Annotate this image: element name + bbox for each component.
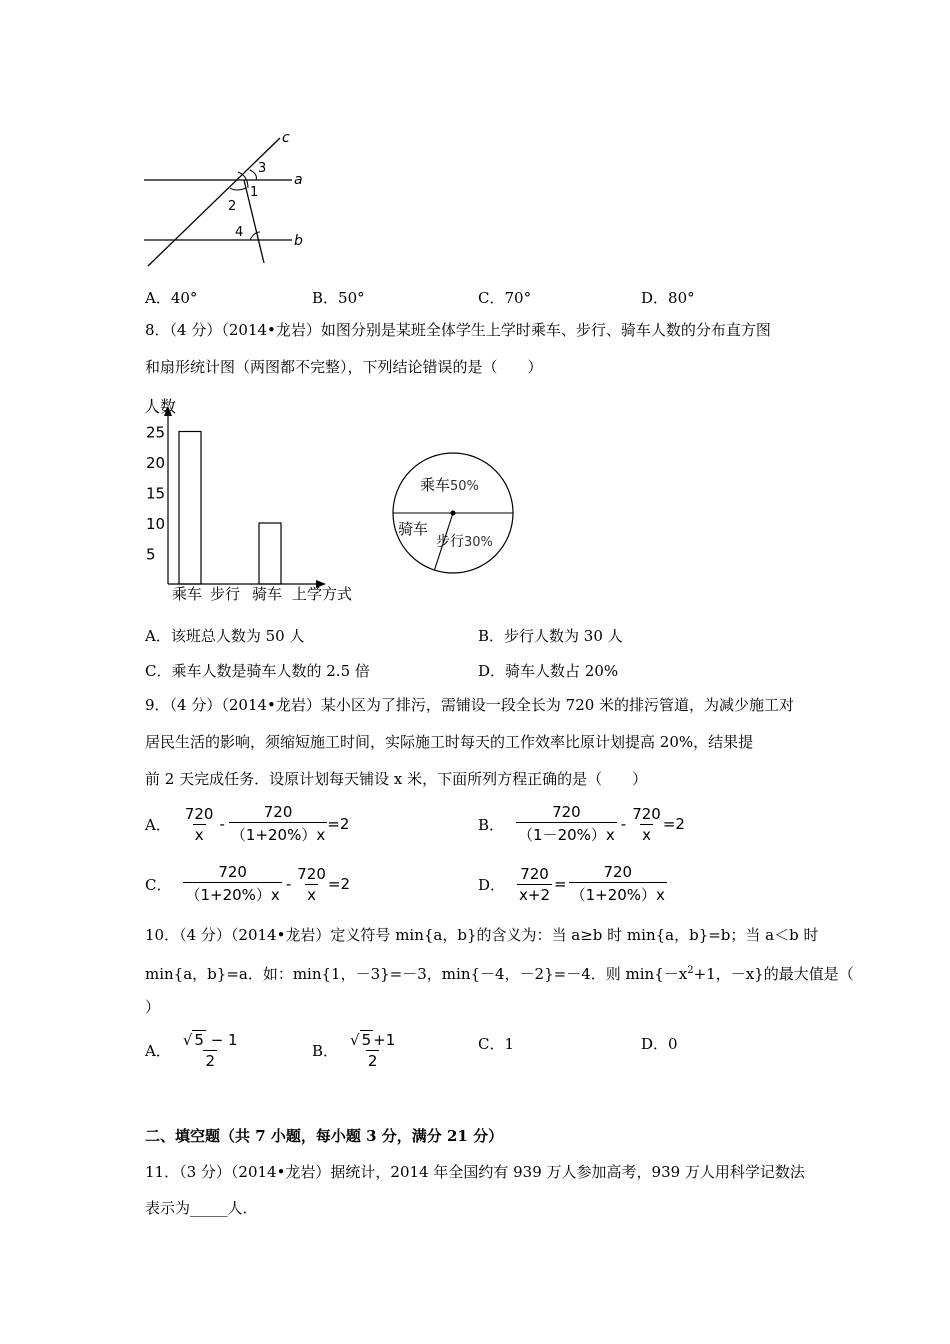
angle-arc-2	[230, 188, 246, 190]
q7-option-d[interactable]: D．80°	[641, 289, 695, 307]
label-c: c	[282, 130, 290, 146]
q10-stem-line2: min{a，b}=a．如：min{1，－3}=－3，min{－4，－2}=－4．则 $\min\{-x^2+1$，－x}的最大值是（	[145, 965, 854, 983]
q10-option-d[interactable]: D．0	[641, 1035, 678, 1053]
q8-option-c[interactable]: C．乘车人数是骑车人数的 2.5 倍	[145, 662, 370, 680]
angle-label-4: 4	[235, 225, 244, 240]
q9-option-b[interactable]: B． $\frac{720}{(1-20\%)x}$ - $\frac{720}{x}$ =2	[478, 803, 685, 844]
x-axis-label: 上学方式	[292, 585, 353, 603]
pie-label-walk: 步行30%	[436, 534, 493, 550]
q8-pie-chart	[390, 448, 520, 578]
q10-option-a[interactable]: A． $\frac{√ 5 - 1}{2}$	[145, 1031, 238, 1070]
section-heading: 二、填空题（共 7 小题，每小题 3 分，满分 21 分）	[145, 1127, 504, 1145]
q9-stem-line3: 前 2 天完成任务．设原计划每天铺设 x 米，下面所列方程正确的是（ ）	[145, 770, 648, 788]
y-tick-label: 5	[146, 545, 156, 564]
bar-0	[179, 432, 201, 585]
y-tick-label: 10	[146, 515, 166, 533]
label-a: a	[294, 172, 303, 188]
q11-stem-line1: 11．（3 分）（2014•龙岩）据统计，2014 年全国约有 939 万人参加高考，939 万人用科学记数法	[145, 1163, 805, 1181]
category-label: 乘车	[172, 585, 203, 603]
q7-option-a[interactable]: A．40°	[145, 289, 198, 307]
bar-2	[259, 523, 281, 584]
y-tick-label: 15	[146, 484, 166, 503]
y-tick-label: 20	[146, 454, 166, 472]
y-axis-label: 人数	[144, 397, 177, 416]
q8-option-d[interactable]: D．骑车人数占 20%	[478, 662, 619, 680]
q9-stem-line2: 居民生活的影响，须缩短施工时间，实际施工时每天的工作效率比原计划提高 20%，结果提	[145, 733, 754, 751]
angle-label-1: 1	[250, 185, 259, 200]
q9-option-d[interactable]: D． $\frac{720}{x+2}$ = $\frac{720}{(1+20\%)x}$	[478, 863, 665, 904]
q10-stem-line3: ）	[145, 998, 161, 1016]
q10-option-b[interactable]: B． $\frac{√ 5 +1}{2}$	[312, 1031, 396, 1070]
q8-option-a[interactable]: A．该班总人数为 50 人	[145, 627, 305, 645]
category-label: 骑车	[252, 585, 283, 603]
q10-option-c[interactable]: C．1	[478, 1035, 515, 1053]
q8-option-b[interactable]: B．步行人数为 30 人	[478, 627, 623, 645]
q7-option-b[interactable]: B．50°	[312, 289, 365, 307]
label-b: b	[294, 233, 303, 249]
angle-label-3: 3	[258, 161, 267, 176]
pie-center	[451, 511, 456, 516]
pie-label-bike: 骑车	[398, 520, 429, 538]
q9-stem-line1: 9．（4 分）（2014•龙岩）某小区为了排污，需铺设一段全长为 720 米的排污管道，为减少施工对	[145, 696, 795, 714]
angle-label-2: 2	[228, 199, 237, 214]
angle-arc-3	[250, 170, 256, 180]
q8-stem-line1: 8．（4 分）（2014•龙岩）如图分别是某班全体学生上学时乘车、步行、骑车人数的分布直方图	[145, 321, 771, 339]
q11-stem-line2: 表示为_____人．	[145, 1199, 258, 1217]
q7-figure	[140, 128, 320, 268]
pie-label-ride: 乘车50%	[420, 476, 479, 494]
q9-option-c[interactable]: C． $\frac{720}{(1+20\%)x}$ - $\frac{720}{x}$ =2	[145, 863, 351, 904]
q8-bar-chart	[140, 392, 370, 607]
category-label: 步行	[210, 585, 241, 603]
q8-stem-line2: 和扇形统计图（两图都不完整），下列结论错误的是（ ）	[145, 358, 543, 376]
q7-option-c[interactable]: C．70°	[478, 289, 532, 307]
y-tick-label: 25	[146, 423, 166, 442]
q10-stem-line1: 10．（4 分）（2014•龙岩）定义符号 min{a，b}的含义为：当 a≥b 时 min{a，b}=b；当 a＜b 时	[145, 926, 819, 944]
q9-option-a[interactable]: A． $\frac{720}{x}$ - $\frac{720}{(1+20\%)x}$ =2	[145, 803, 350, 844]
